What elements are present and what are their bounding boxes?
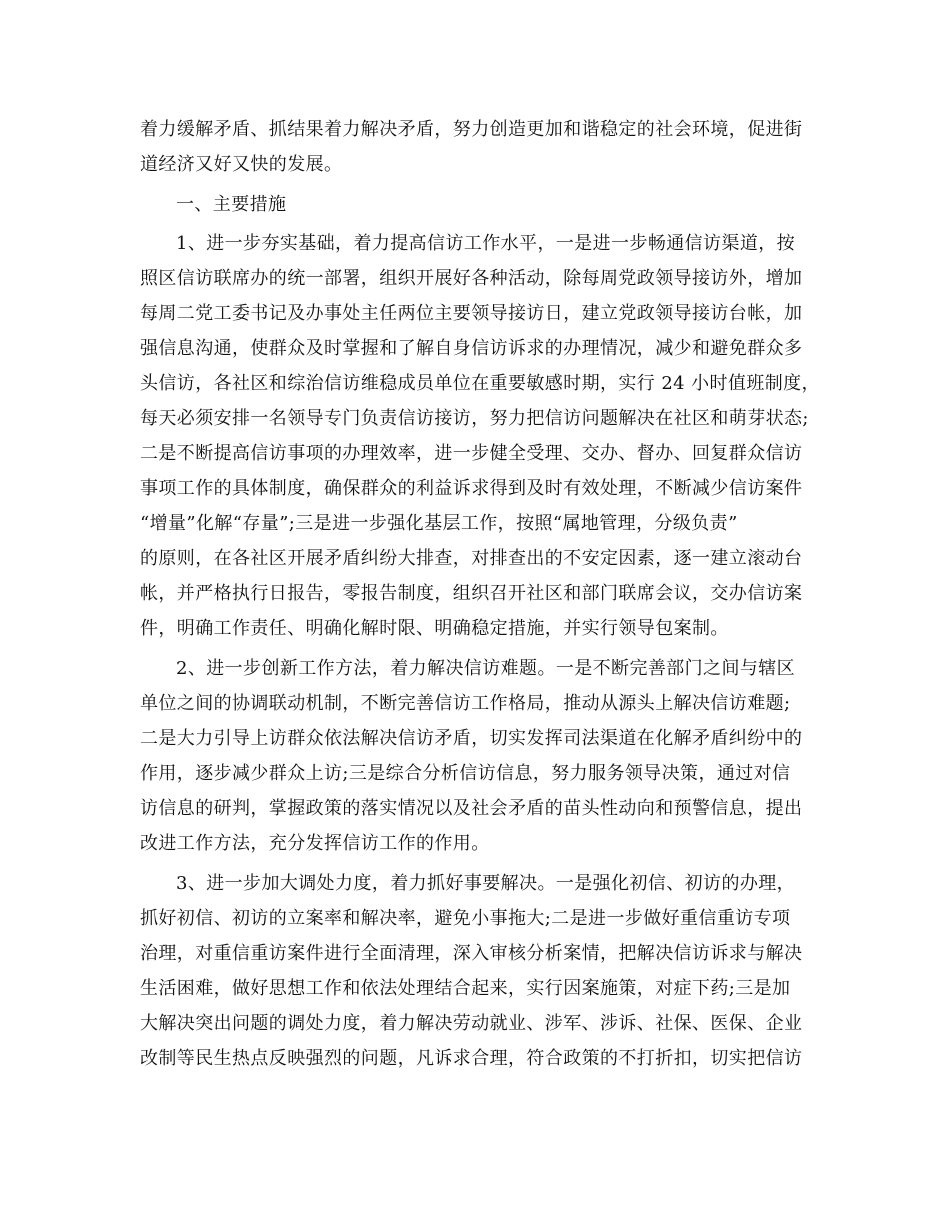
text-line: 头信访，各社区和综治信访维稳成员单位在重要敏感时期，实行 24 小时值班制度， <box>140 373 820 394</box>
text-line: 3、进一步加大调处力度，着力抓好事要解决。一是强化初信、初访的办理， <box>176 873 796 894</box>
text-line: 照区信访联席办的统一部署，组织开展好各种活动，除每周党政领导接访外，增加 <box>140 268 803 289</box>
text-line: 访信息的研判，掌握政策的落实情况以及社会矛盾的苗头性动向和预警信息，提出 <box>140 798 803 819</box>
text-line: 1、进一步夯实基础，着力提高信访工作水平，一是进一步畅通信访渠道，按 <box>176 233 796 254</box>
text-line: 着力缓解矛盾、抓结果着力解决矛盾，努力创造更加和谐稳定的社会环境，促进街 <box>140 119 803 140</box>
text-line: 强信息沟通，使群众及时掌握和了解自身信访诉求的办理情况，减少和避免群众多 <box>140 338 803 359</box>
text-line: 帐，并严格执行日报告，零报告制度，组织召开社区和部门联席会议，交办信访案 <box>140 583 803 604</box>
text-line: 生活困难，做好思想工作和依法处理结合起来，实行因案施策，对症下药;三是加 <box>140 978 791 999</box>
text-line: 单位之间的协调联动机制，不断完善信访工作格局，推动从源头上解决信访难题; <box>140 693 791 714</box>
text-line: 抓好初信、初访的立案率和解决率，避免小事拖大;二是进一步做好重信重访专项 <box>140 908 791 929</box>
text-line: 每天必须安排一名领导专门负责信访接访，努力把信访问题解决在社区和萌芽状态; <box>140 408 809 429</box>
text-line: 2、进一步创新工作方法，着力解决信访难题。一是不断完善部门之间与辖区 <box>176 658 796 679</box>
text-line: 作用，逐步减少群众上访;三是综合分析信访信息，努力服务领导决策，通过对信 <box>140 763 791 784</box>
text-line: 道经济又好又快的发展。 <box>140 154 343 175</box>
text-line: 事项工作的具体制度，确保群众的利益诉求得到及时有效处理，不断减少信访案件 <box>140 478 803 499</box>
text-line: 每周二党工委书记及办事处主任两位主要领导接访日，建立党政领导接访台帐，加 <box>140 303 803 324</box>
text-line: 的原则，在各社区开展矛盾纠纷大排查，对排查出的不安定因素，逐一建立滚动台 <box>140 548 803 569</box>
text-line: 改进工作方法，充分发挥信访工作的作用。 <box>140 833 490 854</box>
text-line: 治理，对重信重访案件进行全面清理，深入审核分析案情，把解决信访诉求与解决 <box>140 943 803 964</box>
text-line: 二是不断提高信访事项的办理效率，进一步健全受理、交办、督办、回复群众信访 <box>140 443 803 464</box>
text-line: 二是大力引导上访群众依法解决信访矛盾，切实发挥司法渠道在化解矛盾纠纷中的 <box>140 728 803 749</box>
text-line: 改制等民生热点反映强烈的问题，凡诉求合理，符合政策的不打折扣，切实把信访 <box>140 1048 803 1069</box>
text-line: 件，明确工作责任、明确化解时限、明确稳定措施，并实行领导包案制。 <box>140 618 729 639</box>
section-heading: 一、主要措施 <box>176 194 287 215</box>
text-line: 大解决突出问题的调处力度，着力解决劳动就业、涉军、涉诉、社保、医保、企业 <box>140 1013 803 1034</box>
text-line: “增量”化解“存量”;三是进一步强化基层工作，按照“属地管理，分级负责” <box>140 513 738 534</box>
